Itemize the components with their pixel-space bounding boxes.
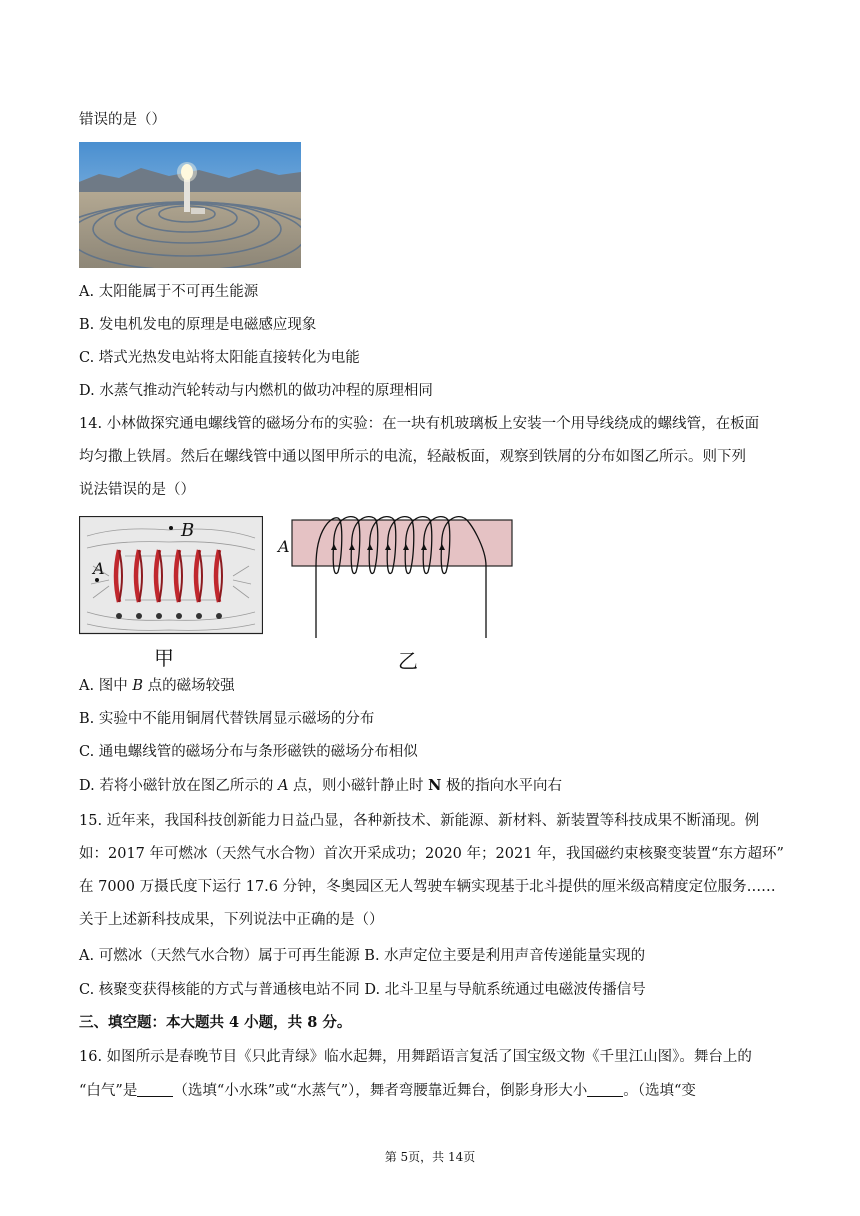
caption-yi: 乙 [398, 649, 418, 673]
section-3-heading: 三、填空题：本大题共 4 小题，共 8 分。 [79, 1014, 352, 1031]
q13-option-c: C. 塔式光热发电站将太阳能直接转化为电能 [79, 350, 360, 366]
q15-stem-line-2: 如：2017 年可燃冰（天然气水合物）首次开采成功；2020 年；2021 年，我国磁约束核聚变装置“东方超环” [79, 846, 784, 862]
label-a-left: A [93, 559, 105, 578]
q13-tail: 错误的是（） [79, 112, 166, 128]
q15-stem-line-1: 15. 近年来，我国科技创新能力日益凸显，各种新技术、新能源、新材料、新装置等科技成果不断涌现。例 [79, 813, 760, 829]
caption-jia: 甲 [154, 646, 174, 670]
q14-stem-line-2: 均匀撒上铁屑。然后在螺线管中通以图甲所示的电流，轻敲板面，观察到铁屑的分布如图乙所示。则下列 [79, 449, 746, 465]
q14-stem-line-1: 14. 小林做探究通电螺线管的磁场分布的实验：在一块有机玻璃板上安装一个用导线绕成的螺线管，在板面 [79, 416, 760, 432]
q13-option-b: B. 发电机发电的原理是电磁感应现象 [79, 317, 317, 333]
q14-stem-line-3: 说法错误的是（） [79, 482, 195, 498]
q14-option-d: D. 若将小磁针放在图乙所示的 A 点，则小磁针静止时 N 极的指向水平向右 [79, 777, 563, 794]
solar-tower-photo [79, 142, 301, 268]
q16-stem-line-1: 16. 如图所示是春晚节目《只此青绿》临水起舞，用舞蹈语言复活了国宝级文物《千里江山图》。舞台上的 [79, 1049, 752, 1065]
label-b: B [181, 520, 195, 541]
page-footer: 第 5页，共 14页 [384, 1150, 476, 1164]
q15-stem-line-4: 关于上述新科技成果，下列说法中正确的是（） [79, 912, 384, 928]
q13-option-a: A. 太阳能属于不可再生能源 [79, 284, 259, 300]
q15-stem-line-3: 在 7000 万摄氏度下运行 17.6 分钟，冬奥园区无人驾驶车辆实现基于北斗提供的厘米级高精度定位服务…… [79, 879, 776, 895]
q14-option-b: B. 实验中不能用铜屑代替铁屑显示磁场的分布 [79, 711, 375, 727]
answer-blank-2[interactable] [587, 1082, 623, 1097]
q15-options-ab: A. 可燃冰（天然气水合物）属于可再生能源 B. 水声定位主要是利用声音传递能量实现的 [79, 948, 646, 964]
answer-blank-1[interactable] [137, 1082, 173, 1097]
q14-option-c: C. 通电螺线管的磁场分布与条形磁铁的磁场分布相似 [79, 744, 418, 760]
label-a-right: A [278, 537, 290, 556]
figure-jia-solenoid-filings [79, 516, 263, 636]
q13-option-d: D. 水蒸气推动汽轮转动与内燃机的做功冲程的原理相同 [79, 383, 433, 399]
q14-option-a: A. 图中 B 点的磁场较强 [79, 678, 235, 694]
q16-stem-line-2: “白气”是 （选填“小水珠”或“水蒸气”），舞者弯腰靠近舞台，倒影身形大小 。（选填“变 [79, 1083, 696, 1099]
q15-options-cd: C. 核聚变获得核能的方式与普通核电站不同 D. 北斗卫星与导航系统通过电磁波传播信号 [79, 982, 646, 998]
figure-yi-solenoid-diagram [276, 508, 526, 642]
